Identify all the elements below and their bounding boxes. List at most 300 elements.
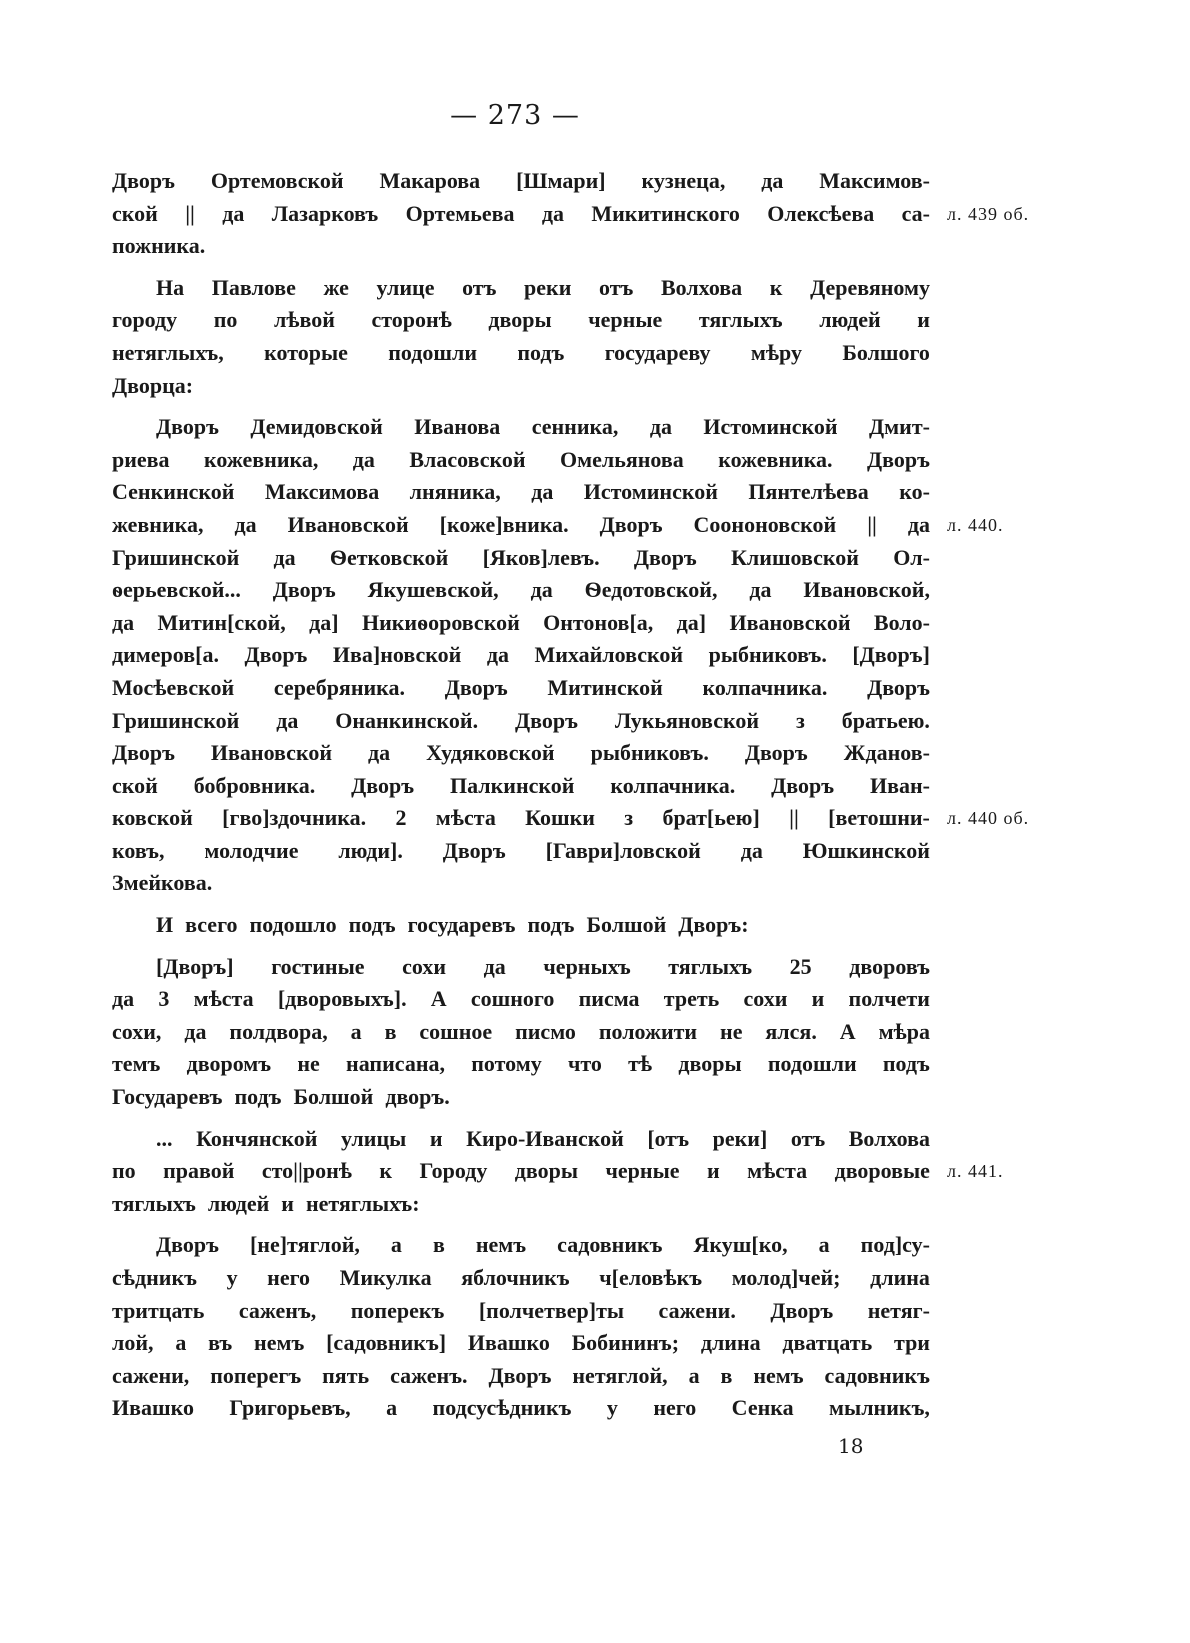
- word: Клишовской: [730, 544, 859, 570]
- word: мылникъ,: [829, 1395, 930, 1421]
- word: Дворъ: [599, 511, 663, 537]
- word: Дворъ:: [678, 912, 749, 938]
- word: Истоминской: [703, 414, 838, 440]
- word: а: [386, 1395, 398, 1421]
- word: черныхъ: [543, 953, 631, 979]
- word: длина: [870, 1265, 930, 1290]
- word: правой: [163, 1158, 235, 1184]
- word: ||: [185, 200, 195, 226]
- word: 25: [789, 953, 812, 979]
- word: Ортемьева: [405, 200, 515, 226]
- word: Демидовской: [250, 414, 383, 440]
- word: Гришинской: [112, 544, 240, 570]
- word: Олексѣева: [767, 200, 875, 226]
- word: Ивановской,: [803, 577, 930, 603]
- word: 3: [158, 986, 170, 1012]
- margin-folio-note: л. 440.: [947, 514, 1004, 535]
- word: а: [350, 1018, 362, 1044]
- word: Соононовской: [693, 511, 837, 537]
- text-line: [112, 444, 930, 477]
- word: Дворъ: [112, 168, 175, 193]
- word: сто||ронѣ: [261, 1158, 352, 1184]
- word: бобровника.: [193, 772, 316, 798]
- word: Максимов-: [819, 168, 930, 193]
- text-line: [112, 574, 930, 607]
- paragraph-gap: [112, 900, 930, 909]
- text-line: [112, 1155, 1004, 1188]
- word: колпачника.: [702, 674, 828, 700]
- word: Дворъ: [770, 1297, 834, 1323]
- word: а: [175, 1330, 187, 1356]
- word: Якуш[ко,: [693, 1232, 788, 1258]
- word: дворы: [488, 307, 552, 333]
- word: полчети: [848, 986, 930, 1012]
- word: Дворъ: [112, 740, 175, 766]
- text-line: [112, 1327, 930, 1360]
- word: Дворъ: [444, 674, 508, 700]
- word: ской: [112, 200, 158, 226]
- word: Сенкинской: [112, 479, 235, 505]
- word: мѣста: [747, 1158, 808, 1184]
- word: и: [429, 1125, 443, 1151]
- word: Дворъ: [272, 577, 336, 603]
- word: реки]: [712, 1125, 768, 1151]
- word: да: [483, 953, 506, 979]
- word: А: [430, 986, 447, 1012]
- word: молодчие: [204, 837, 299, 863]
- text-line: [112, 1229, 930, 1262]
- word: ской: [112, 772, 158, 798]
- word: Змейкова.: [112, 870, 213, 896]
- word: Иван-: [869, 772, 930, 798]
- word: тяглыхъ: [668, 953, 753, 979]
- paragraph-gap: [112, 942, 930, 951]
- text-line: [112, 1360, 930, 1393]
- word: же: [323, 274, 349, 300]
- word: На: [156, 274, 185, 300]
- word: гостиные: [271, 953, 365, 979]
- word: саженъ,: [238, 1297, 317, 1323]
- word: да: [761, 168, 784, 193]
- word: Болшой: [293, 1084, 374, 1110]
- text-line: [112, 1016, 930, 1049]
- word: дворъ.: [385, 1084, 450, 1110]
- main-text: [112, 165, 1030, 1425]
- text-line: [112, 370, 930, 403]
- word: з: [624, 805, 634, 831]
- word: да: [649, 414, 672, 440]
- word: длина: [700, 1330, 761, 1356]
- word: Государевъ: [112, 1084, 223, 1110]
- word: лѣвой: [273, 307, 335, 333]
- word: да: [184, 1018, 207, 1044]
- word: И: [156, 912, 174, 938]
- text-line: [112, 802, 1030, 835]
- word: [Дворъ]: [156, 953, 234, 979]
- word: колпачника.: [610, 772, 736, 798]
- text-line: [112, 1262, 930, 1295]
- word: городу: [112, 307, 178, 333]
- word: Митин[ской,: [157, 609, 286, 635]
- text-line: [112, 476, 930, 509]
- word: Омельянова: [560, 446, 684, 472]
- word: садовникъ: [824, 1362, 930, 1388]
- text-line: [112, 198, 1030, 231]
- signature-mark: 18: [838, 1434, 864, 1458]
- word: Бобининъ;: [571, 1330, 680, 1356]
- word: у: [606, 1395, 618, 1421]
- word: нетяг-: [867, 1297, 930, 1323]
- word: в: [432, 1232, 445, 1258]
- word: сохи: [402, 953, 447, 979]
- text-line: [112, 705, 930, 738]
- word: лой,: [112, 1330, 154, 1356]
- word: ч[еловѣкъ: [599, 1265, 703, 1290]
- word: Дворца:: [112, 372, 194, 398]
- word: Кошки: [525, 805, 595, 831]
- word: [Шмари]: [516, 168, 606, 193]
- word: улицы: [340, 1125, 407, 1151]
- word: Павлове: [211, 274, 296, 300]
- word: Ива]новской: [332, 642, 462, 668]
- word: Дворъ: [771, 772, 835, 798]
- word: Ивашко: [467, 1330, 550, 1356]
- word: немъ: [254, 1330, 305, 1356]
- word: ялся.: [765, 1018, 817, 1044]
- word: Ивановской: [729, 609, 851, 635]
- word: Дворъ: [442, 837, 506, 863]
- word: ковъ,: [112, 837, 165, 863]
- word: людей: [819, 307, 881, 333]
- word: да]: [309, 609, 339, 635]
- word: Ол-: [893, 544, 930, 570]
- word: да]: [676, 609, 707, 635]
- word: написана,: [346, 1051, 445, 1077]
- margin-folio-note: л. 441.: [947, 1161, 1004, 1182]
- word: Микулка: [339, 1265, 432, 1290]
- word: ковской: [112, 805, 193, 831]
- word: Жданов-: [843, 740, 930, 766]
- word: ||: [789, 805, 799, 831]
- word: [полчетвер]ты: [478, 1297, 625, 1323]
- word: немъ: [475, 1232, 527, 1258]
- word: подошли: [767, 1051, 857, 1077]
- word: Макарова: [379, 168, 481, 193]
- word: нетяглыхъ:: [305, 1190, 420, 1216]
- word: братьею.: [841, 707, 930, 733]
- word: а: [688, 1362, 700, 1388]
- word: Дмит-: [869, 414, 930, 440]
- word: да: [541, 200, 564, 226]
- word: да: [352, 446, 375, 472]
- word: людей: [207, 1190, 270, 1216]
- word: ||: [867, 511, 877, 537]
- paragraph: [112, 951, 930, 1114]
- word: ѳерьевской...: [112, 577, 241, 603]
- text-line: [112, 1295, 930, 1328]
- word: подъ: [348, 912, 396, 938]
- word: тѣ: [628, 1051, 653, 1077]
- word: Микитинского: [591, 200, 740, 226]
- word: Дворъ: [156, 414, 219, 440]
- word: не: [720, 1018, 743, 1044]
- word: к: [769, 274, 783, 300]
- word: и: [281, 1190, 294, 1216]
- word: да: [276, 707, 299, 733]
- word: кожевника.: [718, 446, 833, 472]
- word: да: [234, 511, 257, 537]
- word: дворовъ: [849, 953, 930, 979]
- word: Лукьяновской: [614, 707, 760, 733]
- word: писмо: [515, 1018, 576, 1044]
- text-line: [112, 165, 930, 198]
- word: подъ: [882, 1051, 930, 1077]
- text-line: [112, 867, 930, 900]
- word: пожника.: [112, 233, 206, 259]
- word: в: [384, 1018, 397, 1044]
- word: Ѳетковской: [329, 544, 449, 570]
- text-line: [112, 737, 930, 770]
- word: пять: [322, 1362, 370, 1388]
- word: Палкинской: [449, 772, 575, 798]
- word: кожевника,: [204, 446, 319, 472]
- word: да: [749, 577, 772, 603]
- word: дворы: [514, 1158, 579, 1184]
- word: А: [839, 1018, 856, 1044]
- word: да: [112, 609, 135, 635]
- word: него: [267, 1265, 311, 1290]
- paragraph: [112, 1229, 930, 1425]
- word: Болшой: [586, 912, 667, 938]
- word: серебряника.: [273, 674, 406, 700]
- word: Пянтелѣева: [748, 479, 869, 505]
- word: тяглыхъ: [698, 307, 783, 333]
- word: Деревяному: [810, 274, 930, 300]
- word: [дворовыхъ].: [277, 986, 407, 1012]
- text-line: [112, 770, 930, 803]
- word: государевъ: [407, 912, 516, 938]
- word: всего: [185, 912, 238, 938]
- word: мѣра: [878, 1018, 930, 1044]
- word: брат[ьею]: [662, 805, 760, 831]
- word: которые: [264, 339, 348, 365]
- word: нетяглой,: [572, 1362, 668, 1388]
- word: Дворъ: [866, 446, 930, 472]
- text-line: [112, 1048, 930, 1081]
- word: Максимова: [264, 479, 380, 505]
- word: [коже]вника.: [439, 511, 569, 537]
- word: и: [706, 1158, 720, 1184]
- margin-folio-note: л. 439 об.: [947, 203, 1030, 224]
- word: не: [297, 1051, 320, 1077]
- word: улице: [376, 274, 435, 300]
- word: положити: [598, 1018, 698, 1044]
- text-line: [112, 411, 930, 444]
- word: Дворъ: [351, 772, 415, 798]
- word: подсусѣдникъ: [432, 1395, 572, 1421]
- word: реки: [524, 274, 572, 300]
- word: да: [273, 544, 296, 570]
- word: яблочникъ: [461, 1265, 570, 1290]
- word: сохи,: [112, 1018, 162, 1044]
- word: Болшого: [842, 339, 930, 365]
- word: черные: [588, 307, 663, 333]
- word: а: [818, 1232, 830, 1258]
- word: ...: [156, 1125, 173, 1151]
- paragraph-gap: [112, 1114, 930, 1123]
- word: Киро-Иванской: [466, 1125, 624, 1151]
- word: да: [222, 200, 245, 226]
- page-number: — 273 —: [450, 100, 580, 131]
- text-line: [112, 337, 930, 370]
- word: в: [720, 1362, 733, 1388]
- paragraph: [112, 272, 930, 402]
- word: подъ: [517, 339, 565, 365]
- word: Дворъ: [156, 1232, 219, 1258]
- word: Волхова: [848, 1125, 930, 1151]
- word: Лазарковъ: [271, 200, 379, 226]
- text-line: [112, 835, 930, 868]
- paragraph-gap: [112, 263, 930, 272]
- word: Истоминской: [583, 479, 718, 505]
- word: димеров[а.: [112, 642, 219, 668]
- word: Ивановской: [287, 511, 409, 537]
- text-line: [112, 542, 930, 575]
- word: Григорьевъ,: [229, 1395, 351, 1421]
- word: писма: [578, 986, 640, 1012]
- text-line: [112, 272, 930, 305]
- word: мѣста: [435, 805, 496, 831]
- text-line: [112, 607, 930, 640]
- word: сохи: [743, 986, 788, 1012]
- paragraph: [112, 1123, 1004, 1221]
- word: подъ: [234, 1084, 282, 1110]
- word: Мосѣевской: [112, 674, 235, 700]
- word: Иванова: [414, 414, 501, 440]
- paragraph: [112, 165, 1030, 263]
- paragraph: [112, 909, 930, 942]
- word: поперегъ: [210, 1362, 302, 1388]
- word: сенника,: [531, 414, 619, 440]
- word: отъ: [462, 274, 497, 300]
- word: Якушевской,: [367, 577, 499, 603]
- word: немъ: [753, 1362, 804, 1388]
- word: а: [390, 1232, 402, 1258]
- word: ко-: [899, 479, 930, 505]
- text-line: [112, 509, 1004, 542]
- text-line: [112, 304, 930, 337]
- word: государеву: [604, 339, 711, 365]
- word: Сенка: [731, 1395, 794, 1421]
- word: Волхова: [660, 274, 743, 300]
- word: него: [653, 1395, 697, 1421]
- text-line: [112, 951, 930, 984]
- word: Ѳедотовской,: [584, 577, 718, 603]
- word: да: [112, 986, 135, 1012]
- word: въ: [208, 1330, 233, 1356]
- word: [отъ: [647, 1125, 690, 1151]
- text-line: [112, 230, 930, 263]
- word: лняника,: [409, 479, 501, 505]
- word: садовникъ: [557, 1232, 663, 1258]
- word: и: [917, 307, 930, 333]
- word: тритцать: [112, 1297, 205, 1323]
- word: да: [486, 642, 509, 668]
- word: темъ: [112, 1051, 161, 1077]
- word: три: [894, 1330, 930, 1356]
- word: нетяглыхъ,: [112, 339, 224, 365]
- word: Онтонов[а,: [543, 609, 654, 635]
- word: подошло: [249, 912, 337, 938]
- word: дватцать: [782, 1330, 873, 1356]
- word: сажени,: [112, 1362, 190, 1388]
- word: сторонѣ: [371, 307, 452, 333]
- text-line: [112, 1123, 930, 1156]
- word: Городу: [419, 1158, 488, 1184]
- word: да: [531, 479, 554, 505]
- text-line: [112, 1392, 930, 1425]
- word: [Яков]левъ.: [482, 544, 600, 570]
- word: дворы: [678, 1051, 742, 1077]
- word: дворомъ: [186, 1051, 272, 1077]
- word: дворовые: [834, 1158, 930, 1184]
- word: по: [112, 1158, 136, 1184]
- word: Ивановской: [210, 740, 333, 766]
- word: отъ: [599, 274, 634, 300]
- word: [ветошни-: [828, 805, 930, 831]
- text-line: [112, 1081, 930, 1114]
- word: потому: [471, 1051, 542, 1077]
- word: сошное: [419, 1018, 493, 1044]
- word: [Гаври]ловской: [545, 837, 701, 863]
- word: [не]тяглой,: [249, 1232, 360, 1258]
- margin-folio-note: л. 440 об.: [947, 808, 1030, 829]
- word: мѣста: [193, 986, 254, 1012]
- word: люди].: [338, 837, 403, 863]
- paragraph-gap: [112, 1220, 930, 1229]
- word: [Дворъ]: [852, 642, 930, 668]
- word: Худяковской: [426, 740, 555, 766]
- word: Дворъ: [488, 1362, 552, 1388]
- paragraph-gap: [112, 402, 930, 411]
- word: черные: [605, 1158, 680, 1184]
- word: Дворъ: [744, 740, 808, 766]
- word: по: [213, 307, 238, 333]
- word: Дворъ: [867, 674, 930, 700]
- word: рыбниковъ.: [708, 642, 827, 668]
- word: Дворъ: [244, 642, 308, 668]
- word: [гво]здочника.: [222, 805, 367, 831]
- word: треть: [663, 986, 720, 1012]
- word: Михайловской: [534, 642, 684, 668]
- word: риева: [112, 446, 170, 472]
- word: да: [740, 837, 763, 863]
- word: отъ: [790, 1125, 826, 1151]
- word: Юшкинской: [802, 837, 930, 863]
- word: что: [567, 1051, 602, 1077]
- word: Власовской: [409, 446, 526, 472]
- text-line: [112, 639, 930, 672]
- word: Онанкинской.: [335, 707, 479, 733]
- word: з: [795, 707, 805, 733]
- word: да: [907, 511, 930, 537]
- word: сажени.: [658, 1297, 736, 1323]
- word: са-: [901, 200, 930, 226]
- word: рыбниковъ.: [590, 740, 709, 766]
- word: сошного: [470, 986, 555, 1012]
- word: молод]чей;: [731, 1265, 841, 1290]
- word: Ортемовской: [210, 168, 344, 193]
